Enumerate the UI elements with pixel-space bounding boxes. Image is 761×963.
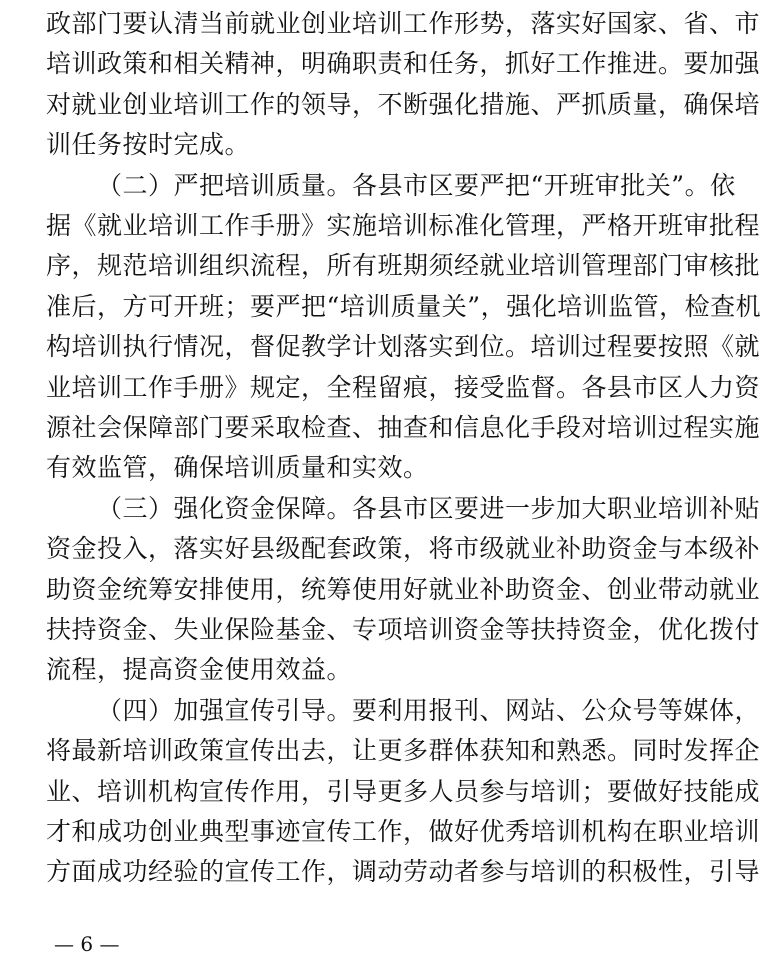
text-line: 对就业创业培训工作的领导，不断强化措施、严抓质量，确保培 — [46, 89, 761, 119]
text-line: 准后，方可开班；要严把“培训质量关”，强化培训监管，检查机 — [46, 291, 761, 321]
text-line: 序，规范培训组织流程，所有班期须经就业培训管理部门审核批 — [46, 251, 761, 281]
text-line: 政部门要认清当前就业创业培训工作形势，落实好国家、省、市 — [46, 9, 761, 38]
text-line: 训任务按时完成。 — [46, 130, 251, 160]
paragraph-heading-line: （四）加强宣传引导。要利用报刊、网站、公众号等媒体， — [97, 695, 761, 725]
text-line: 业培训工作手册》规定，全程留痕，接受监督。各县市区人力资 — [46, 372, 761, 402]
text-line: 方面成功经验的宣传工作，调动劳动者参与培训的积极性，引导 — [46, 857, 761, 887]
text-line: 助资金统筹安排使用，统筹使用好就业补助资金、创业带动就业 — [46, 574, 761, 604]
text-line: 扶持资金、失业保险基金、专项培训资金等扶持资金，优化拨付 — [46, 615, 761, 644]
text-line: 有效监管，确保培训质量和实效。 — [46, 453, 429, 483]
page-number: — 6 — — [54, 932, 120, 956]
text-line: 业、培训机构宣传作用，引导更多人员参与培训；要做好技能成 — [46, 776, 761, 806]
text-line: 构培训执行情况，督促教学计划落实到位。培训过程要按照《就 — [46, 332, 761, 362]
text-line: 资金投入，落实好县级配套政策，将市级就业补助资金与本级补 — [46, 534, 761, 564]
text-line: 流程，提高资金使用效益。 — [46, 655, 353, 685]
text-line: 据《就业培训工作手册》实施培训标准化管理，严格开班审批程 — [46, 211, 761, 240]
text-line: 才和成功创业典型事迹宣传工作，做好优秀培训机构在职业培训 — [46, 817, 761, 846]
paragraph-heading-line: （三）强化资金保障。各县市区要进一步加大职业培训补贴 — [97, 493, 761, 523]
text-line: 培训政策和相关精神，明确职责和任务，抓好工作推进。要加强 — [46, 49, 761, 79]
text-line: 将最新培训政策宣传出去，让更多群体获知和熟悉。同时发挥企 — [46, 736, 761, 766]
text-line: 源社会保障部门要采取检查、抽查和信息化手段对培训过程实施 — [46, 413, 761, 442]
paragraph-heading-line: （二）严把培训质量。各县市区要严把“开班审批关”。依 — [97, 170, 736, 200]
